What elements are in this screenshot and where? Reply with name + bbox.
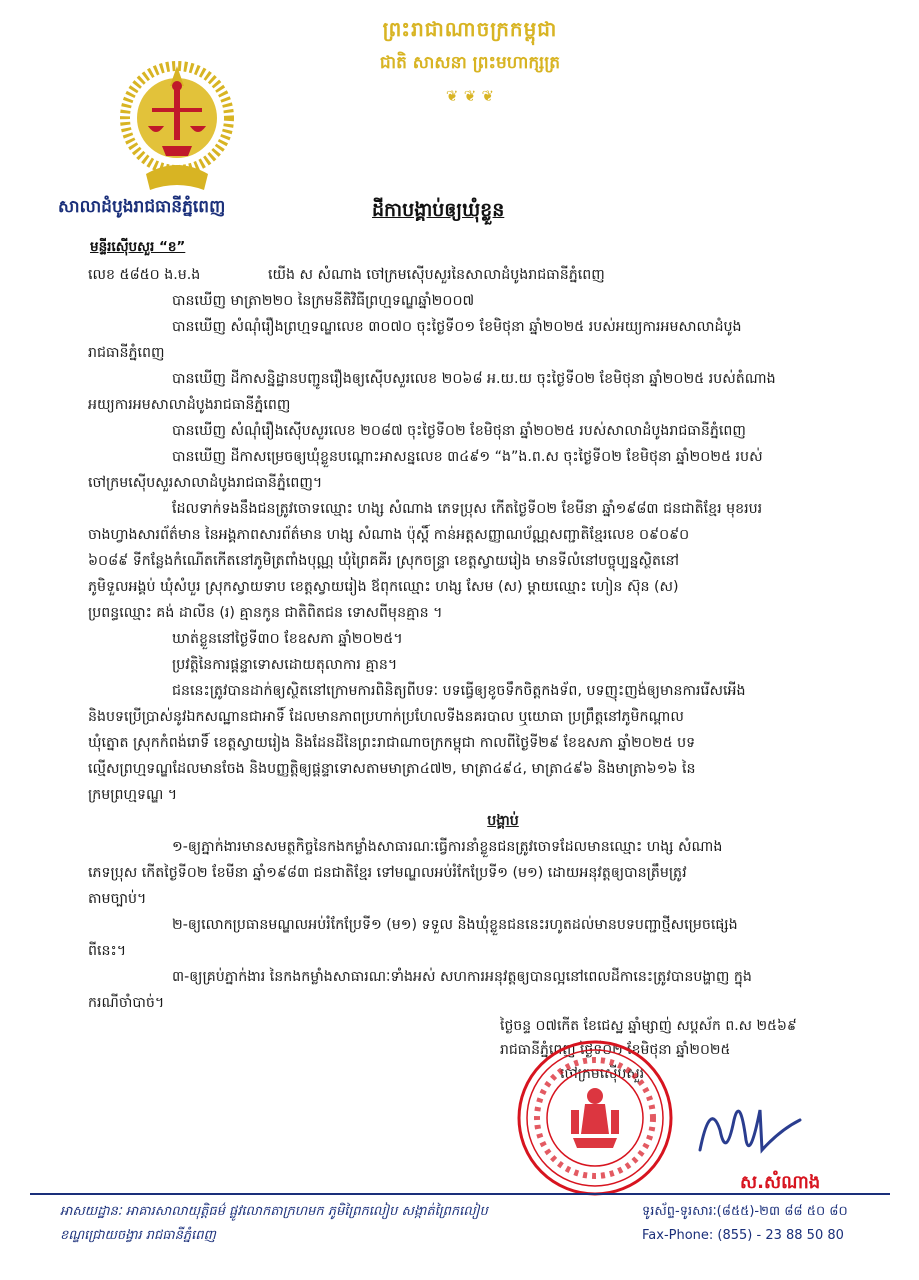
kingdom-line1: ព្រះរាជាណាចក្រកម្ពុជា — [382, 17, 558, 41]
order-line: ភេទប្រុស កើតថ្ងៃទី០២ ខែមីនា ឆ្នាំ១៩៨៣ ជនជាតិខ្មែរ ទៅមណ្ឌលអប់រំកែប្រែទី១ (ម១) ដោយអនុវត្តឲ្យបានត្រឹមត្រូវ — [88, 865, 687, 881]
body-line: រាជធានីភ្នំពេញ — [88, 345, 165, 361]
body-line: បានឃើញ សំណុំរឿងព្រហ្មទណ្ឌលេខ ៣០៧០ ចុះថ្ងៃទី០១ ខែមិថុនា ឆ្នាំ២០២៥ របស់អយ្យការអមសាលាដំបូង — [172, 319, 742, 335]
body-line: ចាងហ្វាងសារព័ត៌មាន នៃអង្គភាពសារព័ត៌មាន ហង្ស សំណាង ប៉ុស្តិ៍ កាន់អត្តសញ្ញាណប័ណ្ណសញ្ជាតិខ្មែរលេខ ០៩០៩០ — [88, 527, 690, 543]
orders-title: បង្គាប់ — [487, 813, 519, 829]
body-line: ឃាត់ខ្លួននៅថ្ងៃទី៣០ ខែឧសភា ឆ្នាំ២០២៥។ — [172, 631, 403, 647]
place-date: រាជធានីភ្នំពេញ ថ្ងៃទី០២ ខែមិថុនា ឆ្នាំ២០២៥ — [500, 1042, 731, 1058]
kingdom-line2: ជាតិ សាសនា ព្រះមហាក្សត្រ — [379, 53, 561, 73]
kingdom-motto — [330, 16, 610, 105]
phone-khmer: ទូរស័ព្ទ-ទូរសារៈ(៨៥៥)-២៣ ៨៨ ៥០ ៨០ — [642, 1204, 848, 1219]
body-line: បានឃើញ ដីកាសន្និដ្ឋានបញ្ជូនរឿងឲ្យស៊ើបសួរលេខ ២០៦៨ អ.យ.យ ចុះថ្ងៃទី០២ ខែមិថុនា ឆ្នាំ២០២៥ របស់តំណាង — [172, 371, 776, 387]
body-line: ភូមិទួលអង្គប់ ឃុំសំបួរ ស្រុកស្វាយទាប ខេត្តស្វាយរៀង ឪពុកឈ្មោះ ហង្ស សែម (ស) ម្តាយឈ្មោះ ហៀន ស៊ុន (ស) — [88, 579, 679, 595]
lunar-date: ថ្ងៃចន្ទ ០៧កើត ខែជេស្ឋ ឆ្នាំម្សាញ់ សប្តស័ក ព.ស ២៥៦៩ — [500, 1018, 797, 1034]
ornament-icon: ❦ ❦ ❦ — [445, 87, 495, 105]
official-seal-icon — [515, 1038, 675, 1198]
body-line: និងបទប្រើប្រាស់នូវឯកសណ្ឋានជាអាទិ៍ ដែលមានភាពប្រហាក់ប្រហែលទីងនគរបាល ឬយោធា ប្រព្រឹត្តនៅភូមិកណ្តាល — [88, 709, 684, 725]
body-line: ប្រពន្ធឈ្មោះ គង់ ដាលីន (រ) គ្មានកូន ជាតិពិតជន ទោសពីមុនគ្មាន ។ — [88, 605, 443, 621]
footer-contact — [642, 1200, 848, 1248]
body-line: ឃុំត្នោត ស្រុកកំពង់រោទិ៍ ខេត្តស្វាយរៀង និងដែនដីនៃព្រះរាជាណាចក្រកម្ពុជា កាលពីថ្ងៃទី២៩ ខែឧសភា ឆ្នាំ២០២៥ បទ — [88, 735, 696, 751]
body-line: ក្រមព្រហ្មទណ្ឌ ។ — [88, 787, 178, 803]
body-line: បានឃើញ សំណុំរឿងស៊ើបសួរលេខ ២០៨៧ ចុះថ្ងៃទី០២ ខែមិថុនា ឆ្នាំ២០២៥ របស់សាលាដំបូងរាជធានីភ្នំពេញ — [172, 423, 746, 439]
body-line: អយ្យការអមសាលាដំបូងរាជធានីភ្នំពេញ — [88, 397, 291, 413]
office-label: មន្ទីរស៊ើបសួរ “ខ” — [90, 239, 186, 255]
court-name: សាលាដំបូងរាជធានីភ្នំពេញ — [58, 197, 226, 217]
order-line: ១-ឲ្យភ្នាក់ងារមានសមត្ថកិច្ចនៃកងកម្លាំងសាធារណៈធ្វើការនាំខ្លួនជនត្រូវចោទដែលមានឈ្មោះ ហង្ស សំណាង — [172, 839, 723, 855]
document-title: ដីកាបង្គាប់ឲ្យឃុំខ្លួន — [372, 199, 505, 221]
signature-mark — [690, 1090, 810, 1170]
body-line: ៦០៨៩ ទីកន្លែងកំណើតកើតនៅភូមិត្រពាំងបុណ្ណ ឃុំព្រៃគគីរ ស្រុកចន្ទ្រា ខេត្តស្វាយរៀង មានទីលំនៅបច្ចុប្បន្នស្ថិតនៅ — [88, 553, 680, 569]
issuer-line: យើង ស សំណាង ចៅក្រមស៊ើបសួរនៃសាលាដំបូងរាជធានីភ្នំពេញ — [268, 267, 605, 283]
body-line: ចៅក្រមស៊ើបសួរសាលាដំបូងរាជធានីភ្នំពេញ។ — [88, 475, 323, 491]
body-line: ប្រវត្តិនៃការផ្តន្ទាទោសដោយតុលាការ គ្មាន។ — [172, 657, 398, 673]
signer-name: ស.សំណាង — [740, 1172, 821, 1193]
footer-divider — [30, 1193, 890, 1195]
signer-title: ចៅក្រមស៊ើបសួរ — [560, 1066, 645, 1082]
phone-english: Fax-Phone: (855) - 23 88 50 80 — [642, 1228, 844, 1243]
order-line: ៣-ឲ្យគ្រប់ភ្នាក់ងារ នៃកងកម្លាំងសាធារណៈទាំងអស់ សហការអនុវត្តឲ្យបានល្អនៅពេលដីកានេះត្រូវបានបង្ហាញ ក្នុង — [172, 969, 752, 985]
body-line: បានឃើញ ដីកាសម្រេចឲ្យឃុំខ្លួនបណ្តោះអាសន្នលេខ ៣៤៩១ “ង”ង.ព.ស ចុះថ្ងៃទី០២ ខែមិថុនា ឆ្នាំ២០២៥ របស់ — [172, 449, 763, 465]
footer-address — [60, 1200, 488, 1248]
body-line: ជននេះត្រូវបានដាក់ឲ្យស្ថិតនៅក្រោមការពិនិត្យពីបទៈ បទធ្វើឲ្យខូចទឹកចិត្តកងទ័ព, បទញុះញង់ឲ្យមានការរើសអើង — [172, 683, 746, 699]
order-line: តាមច្បាប់។ — [88, 891, 147, 907]
court-emblem-icon — [118, 56, 236, 196]
document-body — [88, 262, 888, 1016]
address-line: ខណ្ឌជ្រោយចង្វារ រាជធានីភ្នំពេញ — [60, 1228, 216, 1243]
reference-number: លេខ ៥៨៥០ ង.ម.ង — [88, 267, 201, 283]
body-line: ដែលទាក់ទងនឹងជនត្រូវចោទឈ្មោះ ហង្ស សំណាង ភេទប្រុស កើតថ្ងៃទី០២ ខែមីនា ឆ្នាំ១៩៨៣ ជនជាតិខ្មែរ មុខរបរ — [172, 501, 763, 517]
address-line: អាសយដ្ឋានៈ អាគារសាលាយុត្តិធម៌ ផ្លូវលោកតាក្រហមក ភូមិព្រៃកលៀប សង្កាត់ព្រៃកលៀប — [60, 1204, 488, 1219]
body-line: ល្មើសព្រហ្មទណ្ឌដែលមានចែង និងបញ្ញត្តិឲ្យផ្តន្ទាទោសតាមមាត្រា៤៧២, មាត្រា៤៩៤, មាត្រា៤៩៦ និងមាត្រា៦១៦ នៃ — [88, 761, 696, 777]
order-line: ២-ឲ្យលោកប្រធានមណ្ឌលអប់រំកែប្រែទី១ (ម១) ទទួល និងឃុំខ្លួនជននេះរហូតដល់មានបទបញ្ជាថ្មីសម្រេចផ្សេង — [172, 917, 738, 933]
body-line: បានឃើញ មាត្រា២២០ នៃក្រមនីតិវិធីព្រហ្មទណ្ឌឆ្នាំ២០០៧ — [172, 293, 475, 309]
reference-row — [88, 262, 888, 288]
order-line: ពីនេះ។ — [88, 943, 127, 959]
order-line: ករណីចាំបាច់។ — [88, 995, 165, 1011]
